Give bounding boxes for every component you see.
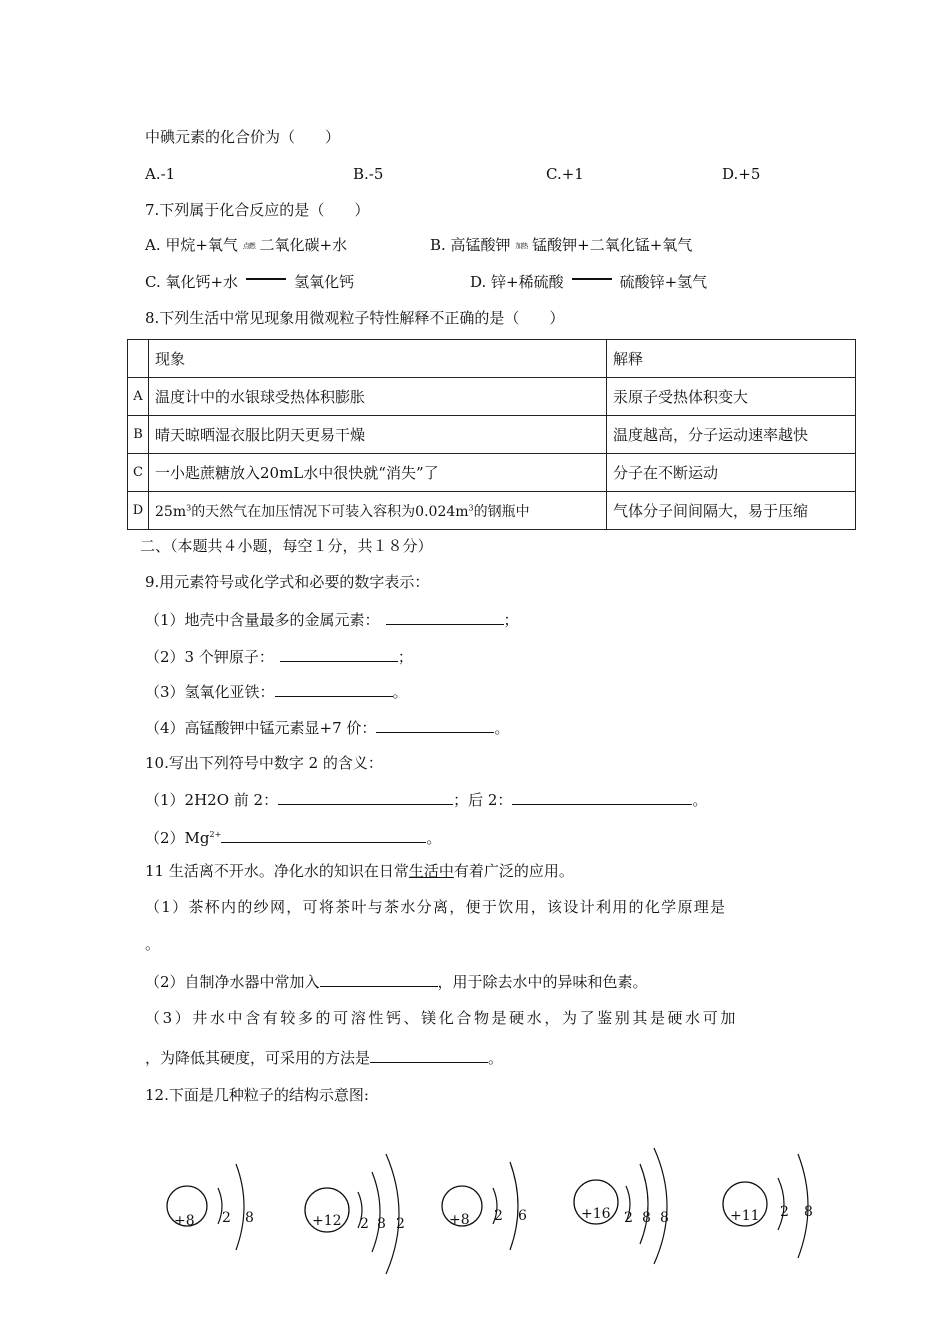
- answer-blank[interactable]: [221, 827, 426, 843]
- q11-item-3: （3）井水中含有较多的可溶性钙、镁化合物是硬水，为了鉴别其是硬水可加: [145, 1009, 738, 1027]
- electron-shell-arc: [372, 1172, 380, 1252]
- phen-part: 的钢瓶中: [473, 503, 530, 520]
- q7-a-condition: 点燃: [242, 242, 255, 250]
- particle-diagram: [305, 1154, 405, 1274]
- shell-electron-count: 8: [377, 1216, 386, 1232]
- q7-option-d: [470, 272, 707, 292]
- nucleus-charge: +8: [449, 1212, 470, 1228]
- q11-item-text: （2）自制净水器中常加入: [145, 973, 320, 991]
- particle-diagram: [167, 1164, 254, 1250]
- section-heading: 二、（本题共４小题，每空１分，共１８分）: [140, 537, 433, 555]
- q6-option-b: B.-5: [353, 165, 384, 183]
- answer-blank[interactable]: [386, 609, 504, 625]
- nucleus-charge: +12: [312, 1213, 342, 1229]
- answer-blank[interactable]: [370, 1047, 488, 1063]
- row-label: C: [128, 454, 149, 492]
- q9-item-2: [145, 646, 413, 667]
- q11-item-1-end: 。: [145, 935, 161, 953]
- header-explanation: 解释: [607, 340, 856, 378]
- nucleus-charge: +16: [581, 1206, 611, 1222]
- q7-c-suffix: 氢氧化钙: [294, 273, 355, 291]
- q9-item-text: （1）地壳中含量最多的金属元素：: [145, 611, 380, 629]
- electron-shell-arc: [654, 1148, 667, 1264]
- q11-item-2: [145, 971, 648, 992]
- q10-item-2: [145, 825, 441, 848]
- header-phenomenon: 现象: [149, 340, 607, 378]
- q12-stem: 12.下面是几种粒子的结构示意图:: [145, 1086, 369, 1104]
- shell-electron-count: 8: [245, 1210, 254, 1226]
- q6-option-c: C.+1: [546, 165, 584, 183]
- shell-electron-count: 2: [624, 1210, 633, 1226]
- phen-part: 的天然气在加压情况下可装入容积为0.024m: [191, 503, 469, 520]
- q9-item-4: [145, 717, 509, 738]
- table-row: [128, 416, 856, 454]
- q11-item-text: ，为降低其硬度，可采用的方法是: [145, 1049, 371, 1067]
- q8-stem: 8.下列生活中常见现象用微观粒子特性解释不正确的是（ ）: [145, 309, 565, 327]
- q10-item-end: 。: [426, 829, 442, 847]
- q7-a-suffix: 二氧化碳+水: [259, 236, 348, 254]
- electron-shell-arc: [236, 1164, 244, 1250]
- q9-item-text: （2）3 个钾原子：: [145, 648, 274, 666]
- table-row: [128, 378, 856, 416]
- q9-item-end: 。: [392, 683, 408, 701]
- q9-stem: 9.用元素符号或化学式和必要的数字表示：: [145, 573, 430, 591]
- q11-item-text: ，用于除去水中的异味和色素。: [437, 973, 648, 991]
- row-label: D: [128, 492, 149, 530]
- reaction-arrow-line: [572, 278, 612, 280]
- answer-blank[interactable]: [278, 789, 453, 805]
- q10-stem: 10.写出下列符号中数字 2 的含义：: [145, 754, 383, 772]
- underlined-text: 生活中: [408, 862, 454, 880]
- row-phenomenon: 晴天晾晒湿衣服比阴天更易干燥: [149, 416, 607, 454]
- q10-item-text: （2）Mg: [145, 829, 210, 847]
- q9-item-end: ；: [503, 611, 519, 629]
- superscript: 3: [468, 502, 474, 512]
- q11-item-1: （1）茶杯内的纱网，可将茶叶与茶水分离，便于饮用，该设计利用的化学原理是: [145, 898, 727, 916]
- shell-electron-count: 2: [360, 1216, 369, 1232]
- q11-item-3b: [145, 1047, 503, 1068]
- row-explanation: 温度越高，分子运动速率越快: [607, 416, 856, 454]
- electron-shell-arc: [386, 1154, 399, 1274]
- q9-item-3: [145, 681, 408, 702]
- answer-blank[interactable]: [280, 646, 398, 662]
- reaction-arrow-line: [246, 278, 286, 280]
- q7-d-suffix: 硫酸锌+氢气: [619, 273, 708, 291]
- phen-part: 25m: [155, 503, 187, 520]
- shell-electron-count: 2: [780, 1204, 789, 1220]
- superscript: 3: [186, 502, 192, 512]
- shell-electron-count: 2: [494, 1208, 503, 1224]
- q9-item-1: [145, 609, 519, 630]
- q11-stem: [145, 861, 574, 881]
- nucleus-charge: +11: [730, 1208, 760, 1224]
- q7-d-prefix: D. 锌+稀硫酸: [470, 273, 564, 291]
- particle-structure-diagrams: [150, 1140, 850, 1280]
- shell-electron-count: 8: [804, 1204, 813, 1220]
- q11-stem-text: 有着广泛的应用。: [453, 862, 574, 880]
- q6-stem: [145, 127, 340, 147]
- row-explanation: 气体分子间间隔大，易于压缩: [607, 492, 856, 530]
- electron-shell-arc: [640, 1164, 648, 1244]
- q10-item-1: [145, 789, 707, 810]
- answer-blank[interactable]: [512, 789, 692, 805]
- q7-c-prefix: C. 氧化钙+水: [145, 273, 239, 291]
- row-explanation: 分子在不断运动: [607, 454, 856, 492]
- row-phenomenon: 一小匙蔗糖放入20mL水中很快就“消失”了: [149, 454, 607, 492]
- q7-b-suffix: 锰酸钾+二氧化锰+氧气: [532, 236, 693, 254]
- answer-blank[interactable]: [376, 717, 494, 733]
- q7-option-c: [145, 272, 354, 292]
- q11-item-end: 。: [488, 1049, 504, 1067]
- table-cell: [128, 340, 149, 378]
- q7-option-b: [430, 235, 692, 256]
- table-row: [128, 492, 856, 530]
- q7-stem: 7.下列属于化合反应的是（ ）: [145, 201, 370, 219]
- particle-diagram: [442, 1162, 527, 1250]
- row-explanation: 汞原子受热体积变大: [607, 378, 856, 416]
- table-row: [128, 454, 856, 492]
- q6-option-d: D.+5: [722, 165, 761, 183]
- shell-electron-count: 8: [642, 1210, 651, 1226]
- particle-diagram: [723, 1154, 813, 1258]
- table-header-row: [128, 340, 856, 378]
- electron-shell-arc: [510, 1162, 518, 1250]
- q10-item-text: （1）2H2O 前 2：: [145, 791, 279, 809]
- answer-blank[interactable]: [320, 971, 438, 987]
- shell-electron-count: 2: [222, 1210, 231, 1226]
- q9-item-end: 。: [494, 719, 510, 737]
- q6-stem-text: 中碘元素的化合价为（ ）: [145, 128, 341, 146]
- q11-stem-text: 11 生活离不开水。净化水的知识在日常: [145, 862, 409, 880]
- row-label: B: [128, 416, 149, 454]
- q7-b-condition: 加热: [515, 242, 528, 250]
- q10-item-end: 。: [692, 791, 708, 809]
- q6-option-a: A.-1: [145, 165, 176, 183]
- q7-b-prefix: B. 高锰酸钾: [430, 236, 511, 254]
- nucleus-charge: +8: [174, 1213, 195, 1229]
- q7-option-a: [145, 235, 347, 256]
- row-phenomenon: [149, 492, 607, 530]
- particle-diagram: [574, 1148, 669, 1264]
- q9-item-text: （4）高锰酸钾中锰元素显+7 价：: [145, 719, 377, 737]
- q7-a-prefix: A. 甲烷+氧气: [145, 236, 238, 254]
- q8-table: [127, 339, 856, 530]
- superscript: 2+: [209, 830, 222, 839]
- q9-item-text: （3）氢氧化亚铁：: [145, 683, 275, 701]
- answer-blank[interactable]: [275, 681, 393, 697]
- shell-electron-count: 6: [518, 1208, 527, 1224]
- shell-electron-count: 8: [660, 1210, 669, 1226]
- row-phenomenon: 温度计中的水银球受热体积膨胀: [149, 378, 607, 416]
- q9-item-end: ；: [397, 648, 413, 666]
- shell-electron-count: 2: [396, 1216, 405, 1232]
- row-label: A: [128, 378, 149, 416]
- q10-item-text: ；后 2：: [453, 791, 513, 809]
